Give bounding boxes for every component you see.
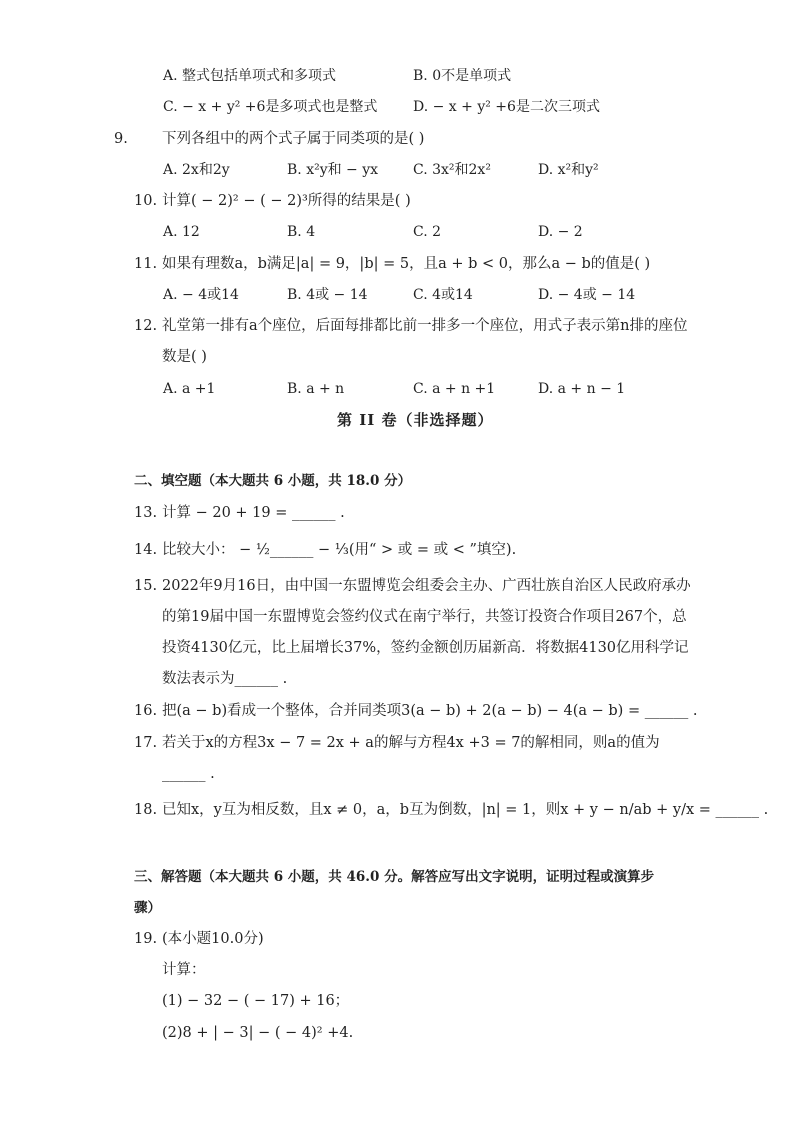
section3-heading-line1: 三、解答题（本大题共 6 小题，共 46.0 分。解答应写出文字说明，证明过程或演算步 xyxy=(134,869,655,885)
q14-text: 比较大小： − ½______ − ⅓(用“ > 或 = 或 < ”填空). xyxy=(162,542,517,558)
q11-option-c: C. 4或14 xyxy=(413,287,473,303)
q12-option-c: C. a + n +1 xyxy=(413,381,496,397)
part2-title: 第 II 卷（非选择题） xyxy=(337,411,494,429)
q12-option-d: D. a + n − 1 xyxy=(538,381,626,397)
q17-number: 17. xyxy=(134,735,158,751)
q9-option-c: C. 3x²和2x² xyxy=(413,162,491,178)
q9-option-d: D. x²和y² xyxy=(538,162,599,178)
q13-number: 13. xyxy=(134,505,158,521)
q8-option-c: C. − x + y² +6是多项式也是整式 xyxy=(163,99,378,115)
q10-number: 10. xyxy=(134,193,158,209)
q11-text: 如果有理数a，b满足|a| = 9，|b| = 5，且a + b < 0，那么a − b的值是( ) xyxy=(162,256,651,272)
q11-option-d: D. − 4或 − 14 xyxy=(538,287,636,303)
q15-text-line1: 2022年9月16日，由中国一东盟博览会组委会主办、广西壮族自治区人民政府承办 xyxy=(162,578,691,594)
q12-number: 12. xyxy=(134,318,158,334)
q15-text-line4: 数法表示为______ . xyxy=(162,671,288,687)
q8-option-a: A. 整式包括单项式和多项式 xyxy=(163,68,337,84)
q12-text-line2: 数是( ) xyxy=(162,349,207,365)
q17-text-line1: 若关于x的方程3x − 7 = 2x + a的解与方程4x +3 = 7的解相同，则a的值为 xyxy=(162,735,660,751)
q17-text-line2: ______ . xyxy=(162,766,215,782)
q9-option-b: B. x²y和 − yx xyxy=(287,162,379,178)
q19-instruction: 计算： xyxy=(162,962,206,978)
section3-heading-line2: 骤） xyxy=(134,900,161,916)
q8-option-b: B. 0不是单项式 xyxy=(413,68,512,84)
q11-option-a: A. − 4或14 xyxy=(163,287,239,303)
q11-option-b: B. 4或 − 14 xyxy=(287,287,368,303)
q10-option-b: B. 4 xyxy=(287,224,316,240)
q9-text: 下列各组中的两个式子属于同类项的是( ) xyxy=(162,131,425,147)
q10-option-d: D. − 2 xyxy=(538,224,583,240)
q19-number: 19. xyxy=(134,931,158,947)
q10-option-a: A. 12 xyxy=(163,224,200,240)
q12-text-line1: 礼堂第一排有a个座位，后面每排都比前一排多一个座位，用式子表示第n排的座位 xyxy=(162,318,688,334)
section2-heading: 二、填空题（本大题共 6 小题，共 18.0 分） xyxy=(134,473,412,489)
q15-number: 15. xyxy=(134,578,158,594)
q9-option-a: A. 2x和2y xyxy=(163,162,230,178)
q15-text-line3: 投资4130亿元，比上届增长37%，签约金额创历届新高．将数据4130亿用科学记 xyxy=(162,640,689,656)
q8-option-d: D. − x + y² +6是二次三项式 xyxy=(413,99,600,115)
q19-score: (本小题10.0分) xyxy=(162,931,264,947)
q19-part1: (1) − 32 − ( − 17) + 16； xyxy=(162,993,350,1009)
q9-number: 9. xyxy=(114,131,128,147)
q18-text: 已知x，y互为相反数，且x ≠ 0，a，b互为倒数，|n| = 1，则x + y − n/ab + y/x = ______ . xyxy=(162,802,769,818)
q13-text: 计算 − 20 + 19 = ______ . xyxy=(162,505,345,521)
q16-number: 16. xyxy=(134,703,158,719)
q18-number: 18. xyxy=(134,802,158,818)
q10-text: 计算( − 2)² − ( − 2)³所得的结果是( ) xyxy=(162,193,411,209)
q12-option-b: B. a + n xyxy=(287,381,345,397)
q10-option-c: C. 2 xyxy=(413,224,442,240)
q12-option-a: A. a +1 xyxy=(163,381,216,397)
q19-part2: (2)8 + | − 3| − ( − 4)² +4. xyxy=(162,1025,354,1041)
q14-number: 14. xyxy=(134,542,158,558)
q15-text-line2: 的第19届中国一东盟博览会签约仪式在南宁举行，共签订投资合作项目267个，总 xyxy=(162,609,687,625)
q11-number: 11. xyxy=(134,256,158,272)
q16-text: 把(a − b)看成一个整体，合并同类项3(a − b) + 2(a − b) − 4(a − b) = ______ . xyxy=(162,703,698,719)
